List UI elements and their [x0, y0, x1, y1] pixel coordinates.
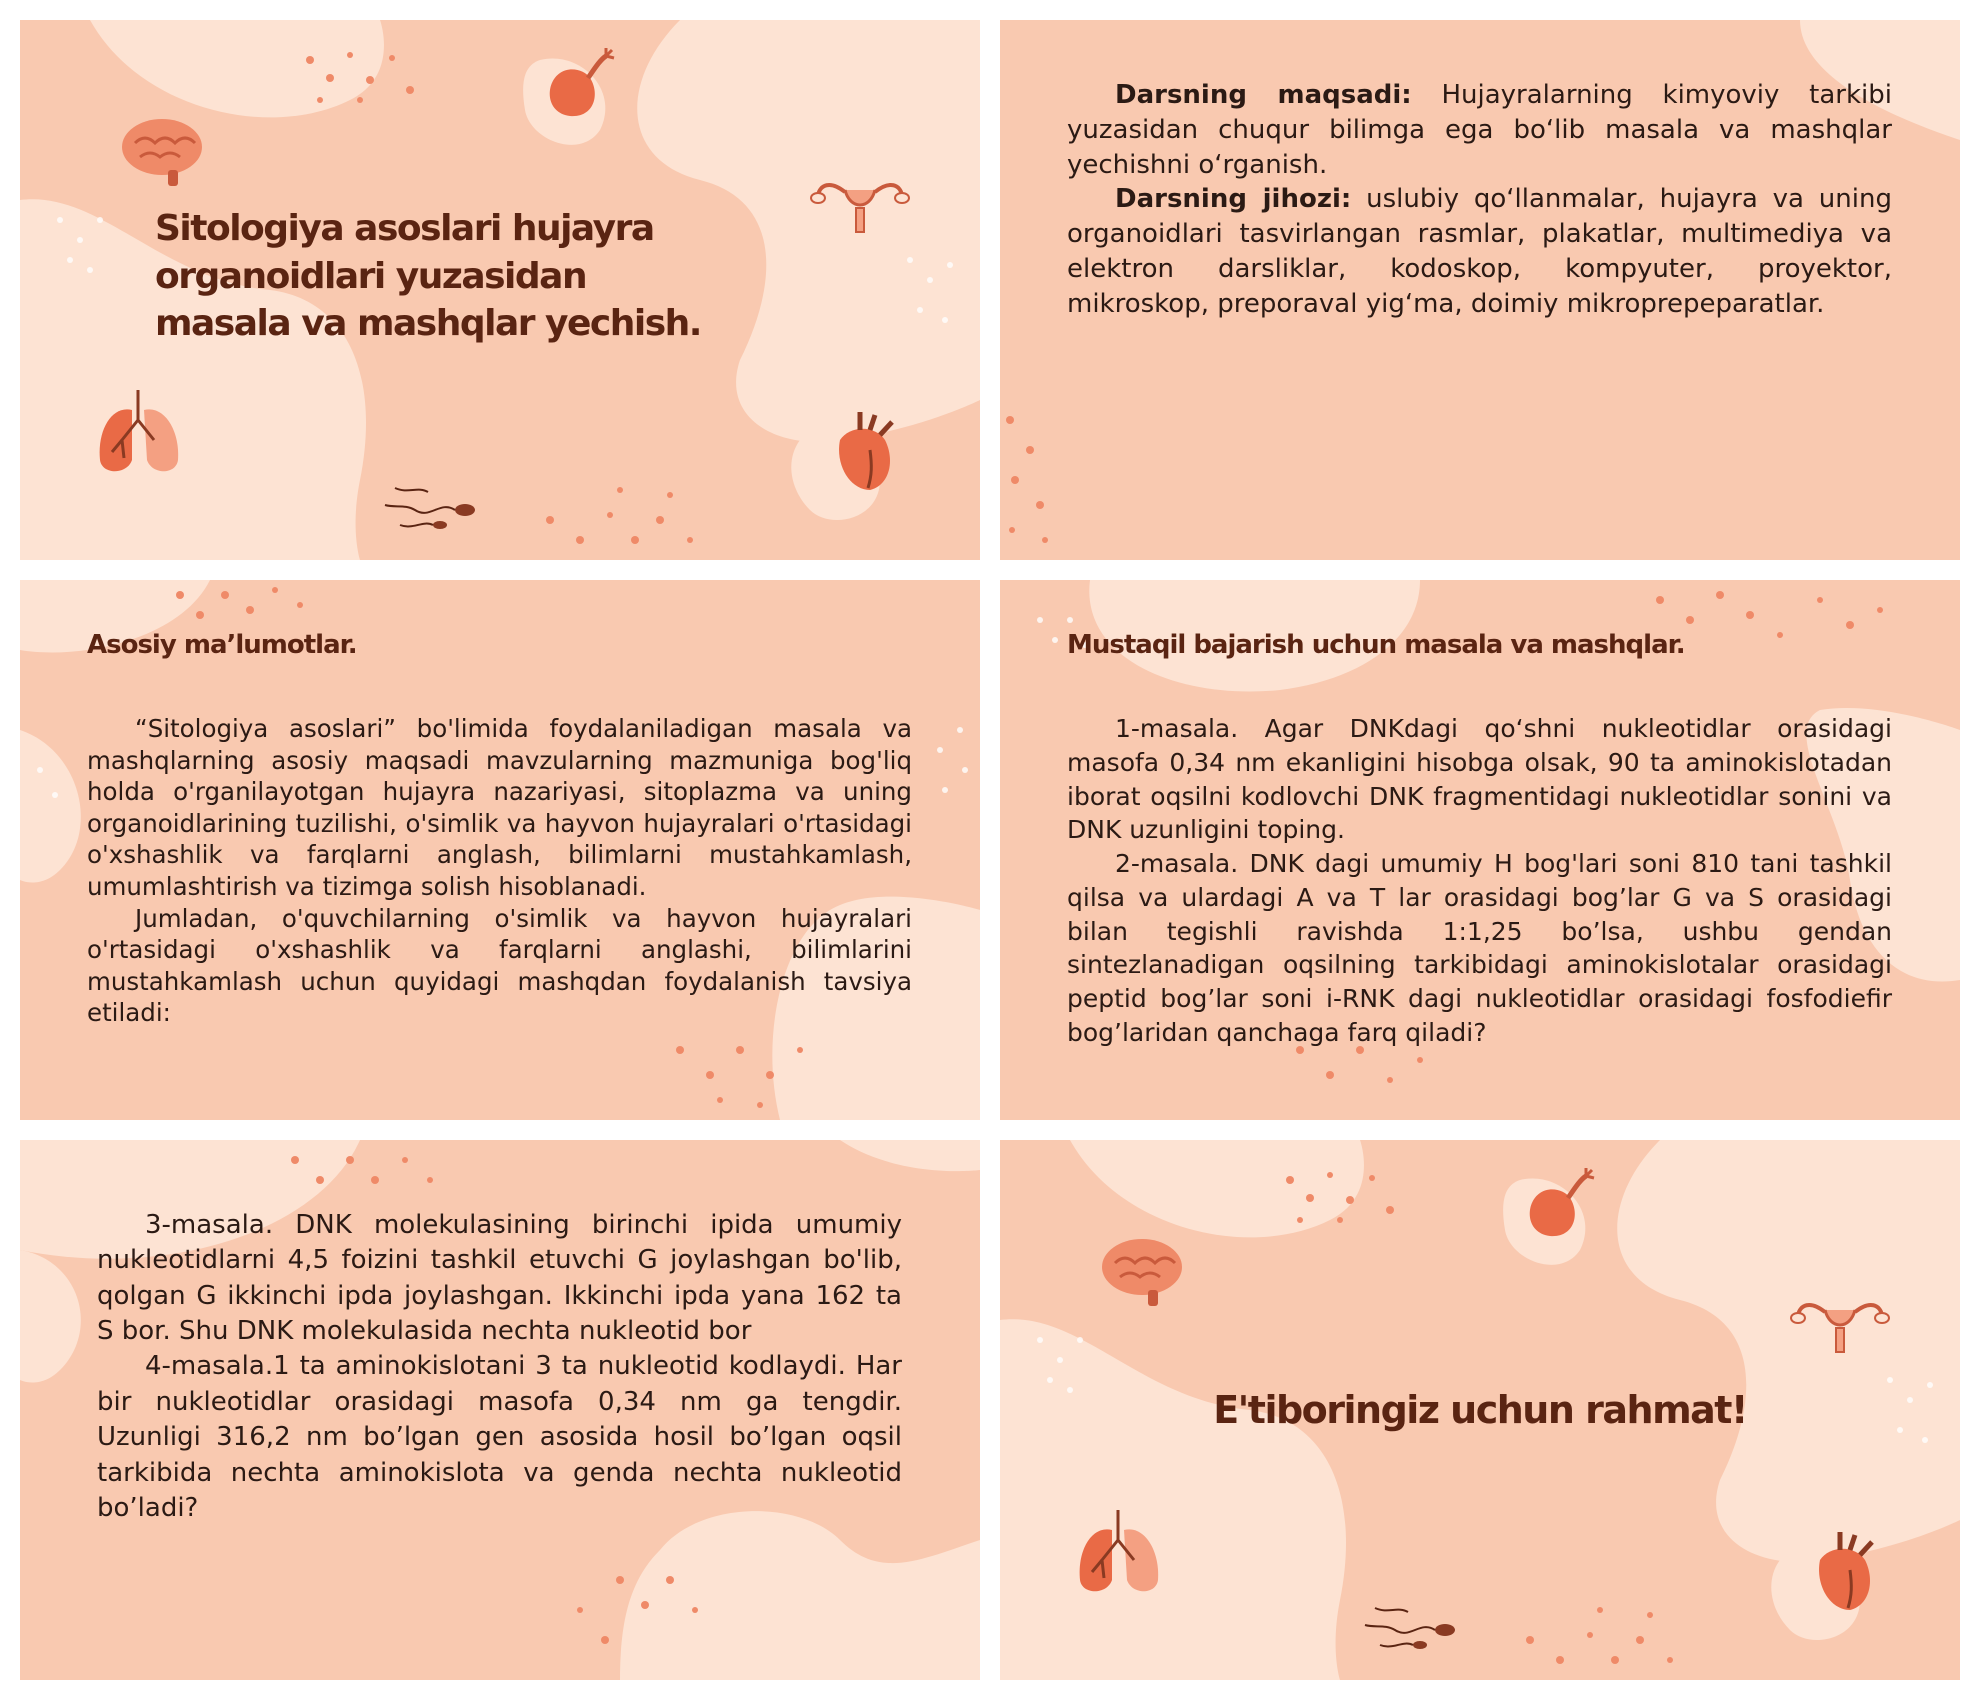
slide-2 [1000, 20, 1960, 560]
problem-4: 4-masala.1 ta aminokislotani 3 ta nukleotid kodlaydi. Har bir nukleotidlar orasidagi masofa 0,34 nm ga tengdir. Uzunligi 316,2 nm bo’lgan gen asosida hosil bo’lgan oqsil tarkibida nechta aminokislota va genda nechta nukleotid bo’ladi? [97, 1351, 902, 1523]
goal-label: Darsning maqsadi: [1115, 80, 1412, 110]
heart-icon [1810, 1530, 1880, 1615]
lungs-icon [92, 390, 187, 480]
problem-3: 3-masala. DNK molekulasining birinchi ipida umumiy nukleotidlarni 4,5 foizini tashkil etuvchi G joylashgan bo'lib, qolgan G ikkinchi ipda joylashgan. Ikkinchi ipda yana 162 ta S bor. Shu DNK molekulasida nechta nukleotid bor [97, 1210, 902, 1347]
slide-2-text [1067, 78, 1892, 322]
equipment-label: Darsning jihozi: [1115, 184, 1352, 215]
problem-2: 2-masala. DNK dagi umumiy H bog'lari soni 810 tani tashkil qilsa va ulardagi A va T lar orasidagi bog’lar G va S orasidagi bilan tegishli ravishda 1:1,25 bo’lsa, ushbu gendan sintezlanadigan oqsilning tarkibidagi aminokislotalar orasidagi peptid bog’lar soni i-RNK dagi nukleotidlar orasidagi fosfodiefir bog’laridan qanchaga farq qiladi? [1067, 849, 1892, 1047]
slide-5 [20, 1140, 980, 1680]
brain-icon [120, 115, 210, 190]
section-heading: Mustaqil bajarish uchun masala va mashqlar. [1067, 630, 1685, 660]
slide-5-text [97, 1208, 902, 1526]
uterus-icon [1790, 1290, 1890, 1360]
problem-1: 1-masala. Agar DNKdagi qo‘shni nukleotidlar orasidagi masofa 0,34 nm ekanligini hisobga olsak, 90 ta aminokislotadan iborat oqsilni kodlovchi DNK fragmentidagi nukleotidlar sonini va DNK uzunligini toping. [1067, 714, 1892, 845]
goal-text: Hujayralarning kimyoviy tarkibi yuzasidan chuqur bilimga ega bo‘lib masala va mashqlar yechishni o‘rganish. [1067, 80, 1892, 180]
stomach-icon [540, 48, 620, 123]
slide-3-text [87, 713, 912, 1029]
heart-icon [830, 410, 900, 495]
stomach-icon [1520, 1168, 1600, 1243]
sperm-icon [1360, 1600, 1460, 1660]
paragraph: Jumladan, o'quvchilarning o'simlik va hayvon hujayralari o'rtasidagi o'xshashlik va farqlarni anglashi, bilimlarini mustahkamlash uchun quyidagi mashqdan foydalanish tavsiya etiladi: [87, 903, 912, 1028]
sperm-icon [380, 480, 480, 540]
lungs-icon [1072, 1510, 1167, 1600]
slide-1 [20, 20, 980, 560]
brain-icon [1100, 1235, 1190, 1310]
section-heading: Asosiy ma’lumotlar. [87, 630, 357, 660]
slide-3 [20, 580, 980, 1120]
uterus-icon [810, 170, 910, 240]
slide-4 [1000, 580, 1960, 1120]
slide-title: Sitologiya asoslari hujayra organoidlari yuzasidan masala va mashqlar yechish. [155, 208, 701, 345]
closing-title: E'tiboringiz uchun rahmat! [1213, 1388, 1747, 1432]
equipment-text: uslubiy qo‘llanmalar, hujayra va uning organoidlari tasvirlangan rasmlar, plakatlar, multimediya va elektron darsliklar, kodoskop, kompyuter, proyektor, mikroskop, preporaval yig‘ma, doimiy mikroprepeparatlar. [1067, 184, 1892, 319]
slide-4-text [1067, 712, 1892, 1050]
slide-6 [1000, 1140, 1960, 1680]
paragraph: “Sitologiya asoslari” bo'limida foydalaniladigan masala va mashqlarning asosiy maqsadi mavzularning mazmuniga bog'liq holda o'rganilayotgan hujayra nazariyasi, sitoplazma va uning organoidlarining tuzilishi, o'simlik va hayvon hujayralari o'rtasidagi o'xshashlik va farqlarni anglash, bilimlarni mustahkamlash, umumlashtirish va tizimga solish hisoblanadi. [87, 714, 912, 901]
